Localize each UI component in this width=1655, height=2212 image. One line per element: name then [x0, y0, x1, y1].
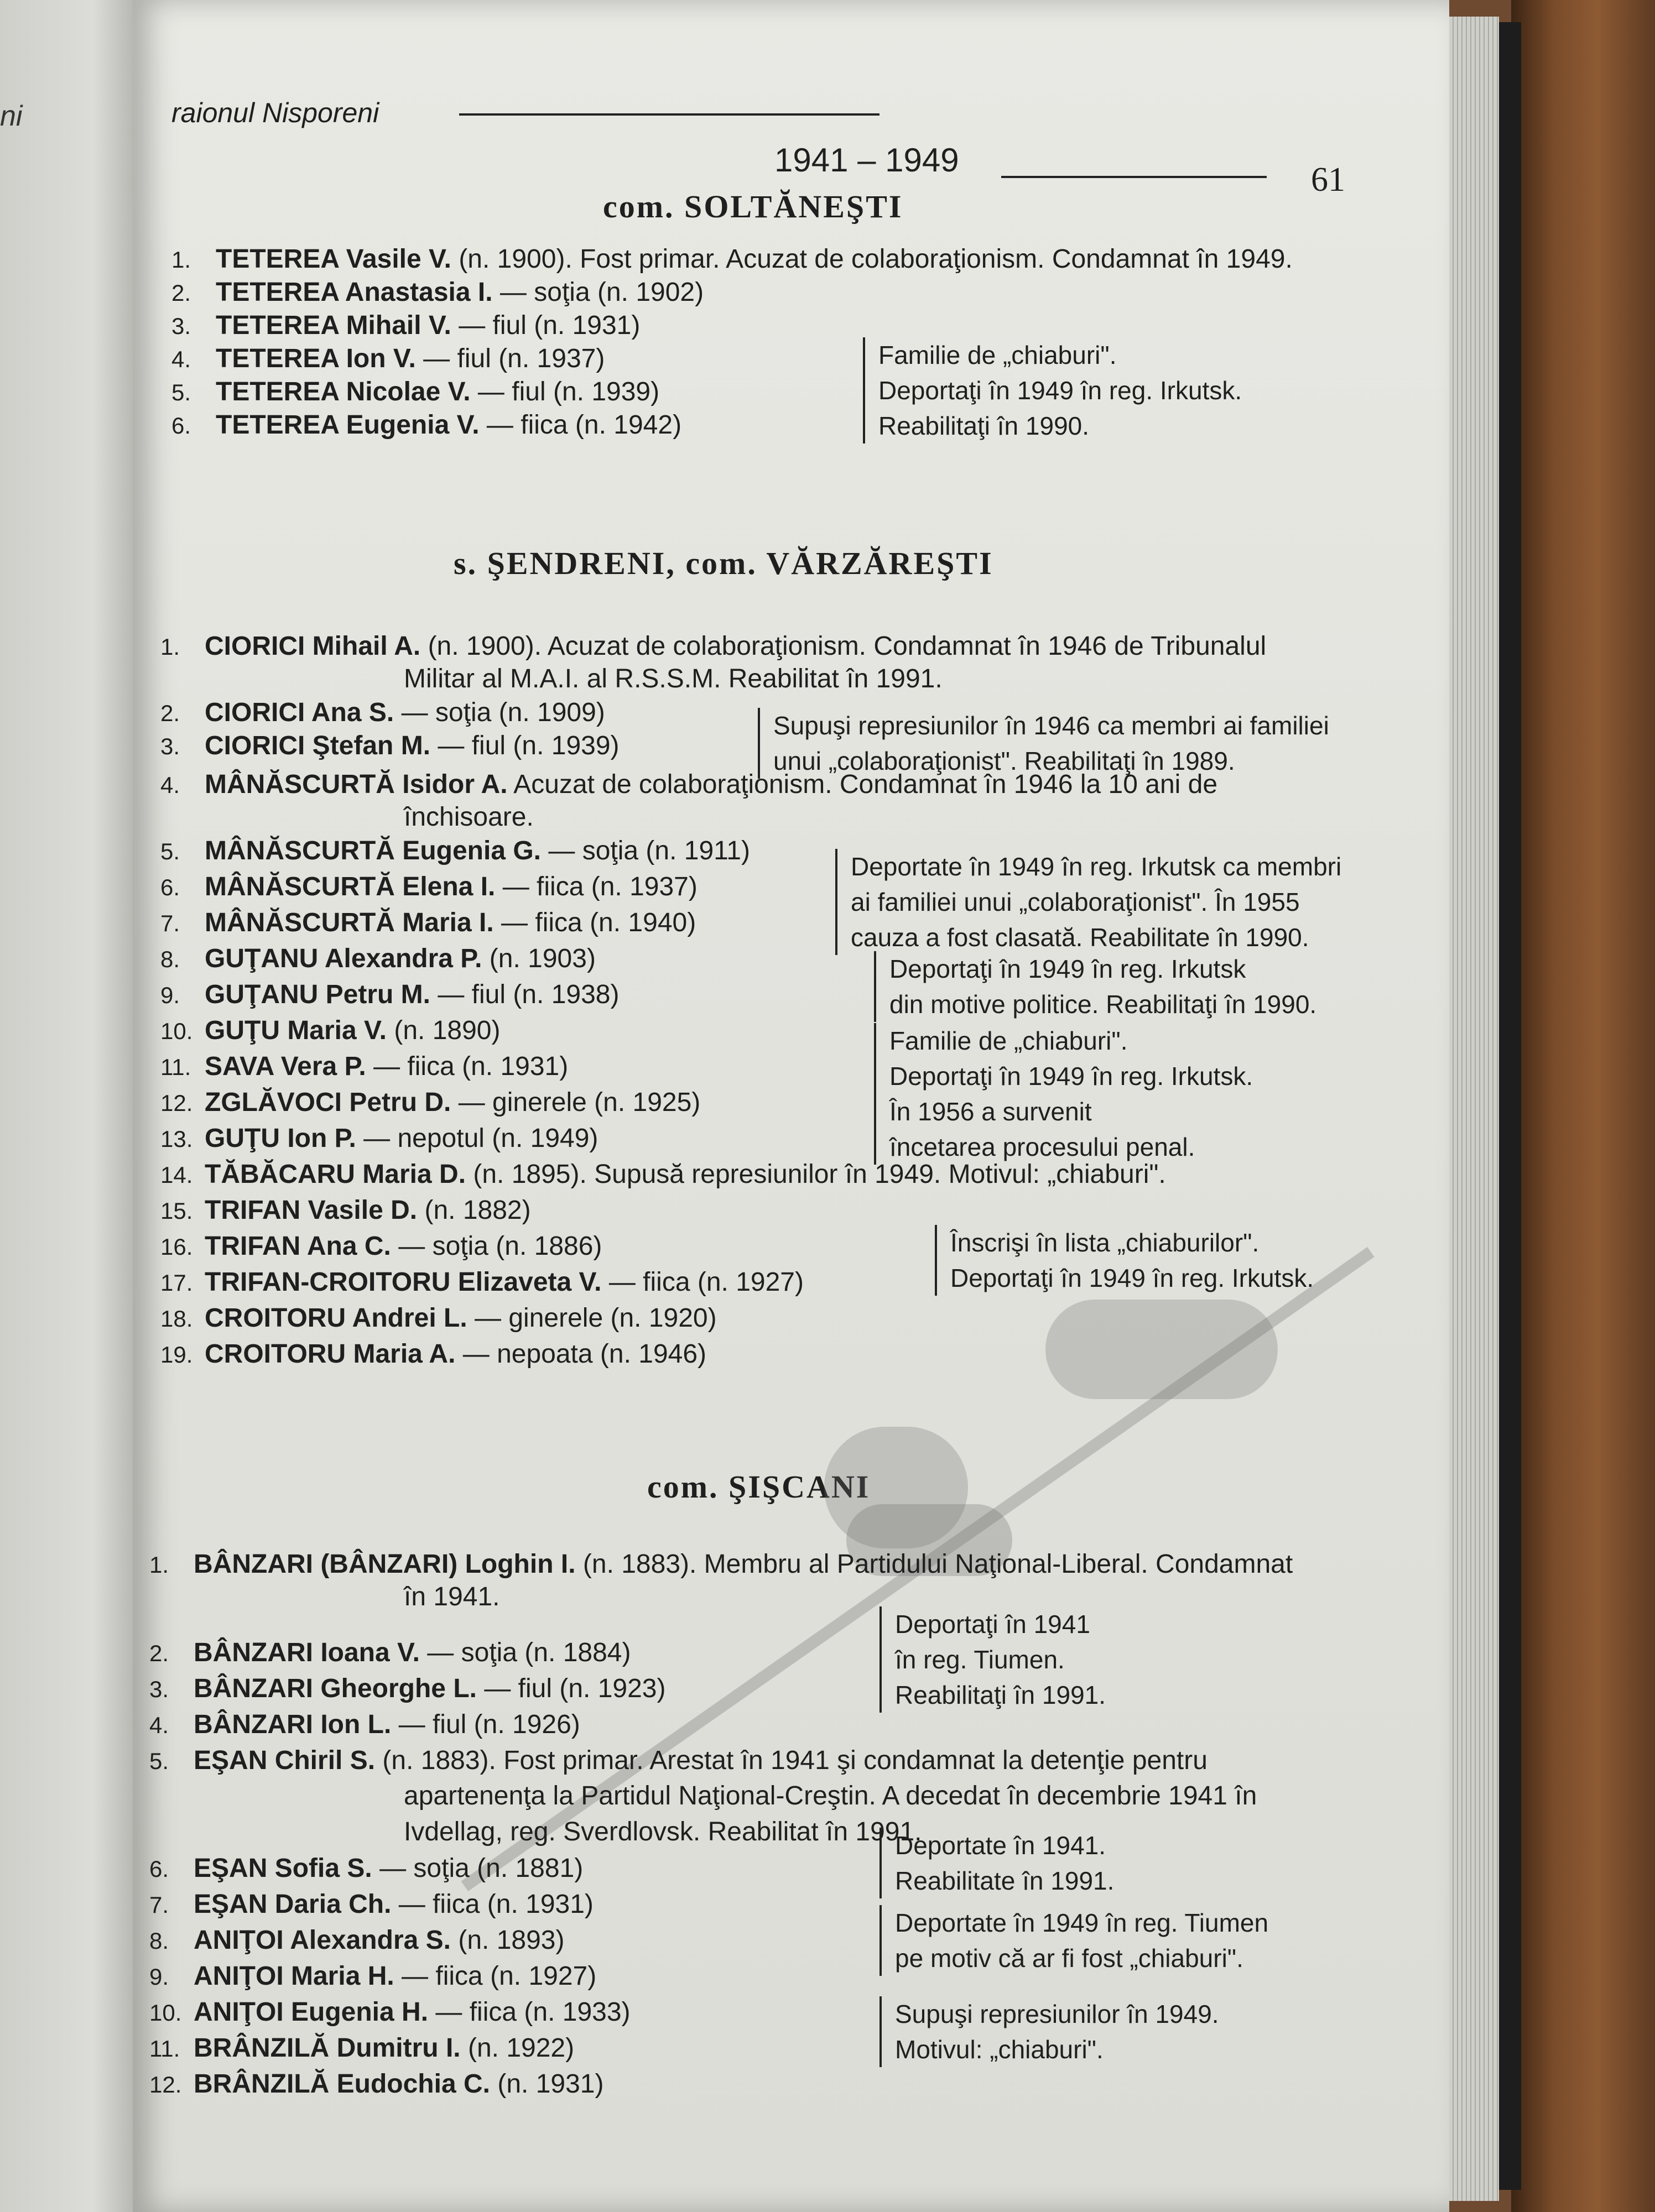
section-title-siscani: com. ŞIŞCANI — [647, 1469, 871, 1505]
person-name: ANIŢOI Maria H. — [194, 1961, 394, 1991]
person-name: MÂNĂSCURTĂ Isidor A. — [205, 770, 508, 799]
entry-row — [171, 276, 704, 309]
entry-row — [149, 1996, 631, 2029]
entry-number: 14. — [160, 1162, 193, 1188]
entry-row — [149, 1637, 631, 1670]
entry-row — [149, 1960, 596, 1993]
entry-row — [160, 871, 698, 904]
note-line: Familie de „chiaburi". — [889, 1026, 1128, 1055]
entry-details: (n. 1882) — [417, 1196, 531, 1225]
entry-number: 12. — [149, 2072, 182, 2098]
person-name: ZGLĂVOCI Petru D. — [205, 1088, 451, 1117]
bracket-note — [874, 951, 1316, 1022]
person-name: ANIŢOI Alexandra S. — [194, 1926, 451, 1955]
wire-knot-1 — [1045, 1300, 1278, 1399]
entry-row — [160, 1015, 500, 1047]
entry-number: 1. — [149, 1552, 169, 1578]
entry-number: 7. — [149, 1892, 169, 1918]
entry-details: — fiul (n. 1939) — [470, 377, 660, 406]
entry-number: 12. — [160, 1090, 193, 1116]
entry-row — [149, 1673, 665, 1705]
entry-row — [149, 2032, 574, 2065]
note-line: Deportate în 1941. — [895, 1831, 1106, 1860]
entry-row — [160, 730, 620, 763]
person-name: CIORICI Ştefan M. — [205, 731, 431, 760]
note-line: Deportaţi în 1949 în reg. Irkutsk. — [878, 376, 1242, 405]
bracket-note — [879, 1828, 1114, 1898]
entry-number: 10. — [149, 2000, 182, 2026]
bracket-note — [758, 708, 1329, 779]
entry-details: (n. 1922) — [460, 2033, 575, 2063]
entry-continuation: în 1941. — [404, 1582, 500, 1611]
person-name: MÂNĂSCURTĂ Elena I. — [205, 872, 496, 901]
entry-details: — fiul (n. 1923) — [477, 1674, 666, 1703]
entry-number: 4. — [149, 1712, 169, 1738]
person-name: MÂNĂSCURTĂ Maria I. — [205, 908, 494, 937]
entry-row — [160, 1123, 598, 1155]
entry-number: 18. — [160, 1306, 193, 1332]
entry-row — [149, 2068, 603, 2101]
entry-number: 13. — [160, 1126, 193, 1152]
person-name: TETEREA Nicolae V. — [216, 377, 471, 406]
entry-details: (n. 1900). Fost primar. Acuzat de colaboraţionism. Condamnat în 1949. — [451, 244, 1293, 274]
person-name: CROITORU Andrei L. — [205, 1303, 467, 1333]
section-title-soltanesti: com. SOLTĂNEŞTI — [603, 189, 903, 225]
running-head-region: raionul Nisporeni — [171, 97, 379, 128]
person-name: TRIFAN Ana C. — [205, 1232, 391, 1261]
person-name: TETEREA Eugenia V. — [216, 410, 480, 440]
left-page-text-fragment: ni — [0, 100, 23, 132]
bracket-note — [879, 1905, 1268, 1976]
note-line: Supuşi represiunilor în 1946 ca membri ai familiei — [773, 711, 1329, 740]
entry-details: (n. 1903) — [482, 944, 596, 973]
header-rule-left — [459, 113, 879, 116]
page-stack-edge — [1449, 17, 1499, 2201]
entry-row — [171, 409, 681, 442]
entry-details: — fiul (n. 1938) — [430, 980, 620, 1009]
entry-row — [160, 835, 750, 868]
person-name: EŞAN Daria Ch. — [194, 1890, 392, 1919]
entry-number: 5. — [160, 838, 180, 864]
bracket-note — [879, 1606, 1106, 1713]
person-name: TETEREA Anastasia I. — [216, 278, 493, 307]
entry-row — [160, 907, 696, 940]
bracket-note — [879, 1996, 1219, 2067]
entry-row — [160, 630, 1266, 663]
running-head-years: 1941 – 1949 — [774, 142, 959, 179]
entry-details: — nepotul (n. 1949) — [356, 1124, 598, 1153]
bracket-note — [863, 337, 1242, 444]
note-line: pe motiv că ar fi fost „chiaburi". — [895, 1944, 1243, 1973]
person-name: GUŢANU Alexandra P. — [205, 944, 482, 973]
entry-details: — nepoata (n. 1946) — [455, 1339, 707, 1369]
note-line: în reg. Tiumen. — [895, 1645, 1065, 1674]
person-name: TETEREA Mihail V. — [216, 311, 451, 340]
entry-number: 5. — [149, 1748, 169, 1774]
section-title-sendreni: s. ŞENDRENI, com. VĂRZĂREŞTI — [454, 545, 993, 581]
note-line: cauza a fost clasată. Reabilitate în 1990. — [851, 923, 1309, 952]
entry-number: 4. — [171, 346, 191, 372]
entry-details: — soţia (n. 1902) — [492, 278, 704, 307]
note-line: Motivul: „chiaburi". — [895, 2035, 1104, 2064]
person-name: EŞAN Chiril S. — [194, 1746, 376, 1775]
entry-details: (n. 1883). Fost primar. Arestat în 1941 şi condamnat la detenţie pentru — [375, 1746, 1208, 1775]
person-name: ANIŢOI Eugenia H. — [194, 1997, 429, 2027]
entry-row — [171, 310, 640, 342]
person-name: BÂNZARI Ion L. — [194, 1710, 392, 1739]
person-name: BÂNZARI (BÂNZARI) Loghin I. — [194, 1550, 576, 1579]
note-line: Deportaţi în 1949 în reg. Irkutsk. — [950, 1264, 1314, 1292]
person-name: TRIFAN Vasile D. — [205, 1196, 418, 1225]
entry-row — [160, 979, 619, 1011]
entry-details: — fiica (n. 1942) — [479, 410, 682, 440]
entry-details: (n. 1883). Membru al Partidului Naţional-Liberal. Condamnat — [575, 1550, 1293, 1579]
note-line: Deportate în 1949 în reg. Irkutsk ca membri — [851, 852, 1342, 881]
person-name: BÂNZARI Ioana V. — [194, 1638, 420, 1667]
entry-details: — ginerele (n. 1925) — [451, 1088, 701, 1117]
person-name: TETEREA Ion V. — [216, 344, 416, 373]
note-line: Deportaţi în 1949 în reg. Irkutsk. — [889, 1062, 1253, 1091]
note-line: Reabilitaţi în 1990. — [878, 411, 1090, 440]
entry-number: 2. — [149, 1640, 169, 1666]
entry-row — [160, 697, 605, 729]
entry-row — [160, 1338, 706, 1371]
entry-row — [171, 343, 605, 375]
person-name: GUŢU Ion P. — [205, 1124, 356, 1153]
entry-continuation: închisoare. — [404, 802, 534, 832]
entry-details: — soţia (n. 1886) — [391, 1232, 602, 1261]
entry-number: 6. — [160, 874, 180, 900]
note-line: Reabilitaţi în 1991. — [895, 1681, 1106, 1709]
entry-number: 3. — [171, 313, 191, 339]
entry-row — [149, 1709, 580, 1741]
entry-details: — fiul (n. 1931) — [451, 311, 641, 340]
entry-details: (n. 1931) — [490, 2069, 604, 2099]
entry-row — [160, 1230, 602, 1263]
person-name: BRÂNZILĂ Eudochia C. — [194, 2069, 490, 2099]
entry-number: 2. — [171, 280, 191, 306]
person-name: BÂNZARI Gheorghe L. — [194, 1674, 477, 1703]
book-cover-edge — [1499, 22, 1521, 2190]
entry-number: 11. — [160, 1054, 191, 1080]
note-line: Familie de „chiaburi". — [878, 341, 1117, 369]
bracket-note — [874, 1023, 1253, 1165]
wooden-table — [1511, 0, 1655, 2212]
person-name: GUŢU Maria V. — [205, 1016, 387, 1045]
entry-row — [160, 943, 596, 975]
note-line: ai familiei unui „colaboraţionist". În 1955 — [851, 888, 1300, 916]
entry-number: 8. — [160, 946, 180, 972]
note-line: încetarea procesului penal. — [889, 1133, 1195, 1161]
entry-row — [149, 1888, 594, 1921]
entry-continuation: Ivdellag, reg. Sverdlovsk. Reabilitat în 1991. — [404, 1817, 922, 1846]
entry-details: Acuzat de colaboraţionism. Condamnat în 1946 la 10 ani de — [507, 770, 1218, 799]
entry-details: — fiul (n. 1926) — [391, 1710, 580, 1739]
entry-details: (n. 1893) — [451, 1926, 565, 1955]
person-name: CIORICI Mihail A. — [205, 632, 421, 661]
entry-number: 8. — [149, 1928, 169, 1954]
entry-row — [160, 1302, 717, 1335]
person-name: CIORICI Ana S. — [205, 698, 394, 727]
note-line: Supuşi represiunilor în 1949. — [895, 2000, 1219, 2028]
entry-number: 3. — [149, 1676, 169, 1702]
entry-details: — soţia (n. 1911) — [541, 836, 750, 865]
entry-number: 1. — [160, 634, 180, 660]
entry-row — [171, 243, 1293, 276]
entry-number: 6. — [149, 1856, 169, 1882]
entry-number: 4. — [160, 772, 180, 798]
entry-number: 17. — [160, 1270, 193, 1296]
entry-details: (n. 1895). Supusă represiunilor în 1949. Motivul: „chiaburi". — [466, 1160, 1166, 1189]
person-name: BRÂNZILĂ Dumitru I. — [194, 2033, 461, 2063]
entry-number: 6. — [171, 413, 191, 439]
entry-number: 3. — [160, 733, 180, 759]
entry-details: — fiica (n. 1940) — [493, 908, 696, 937]
entry-details: (n. 1900). Acuzat de colaboraţionism. Condamnat în 1946 de Tribunalul — [420, 632, 1267, 661]
entry-number: 7. — [160, 910, 180, 936]
entry-row — [149, 1924, 564, 1957]
person-name: CROITORU Maria A. — [205, 1339, 456, 1369]
person-name: TRIFAN-CROITORU Elizaveta V. — [205, 1267, 602, 1297]
entry-number: 9. — [149, 1964, 169, 1990]
entry-number: 11. — [149, 2036, 180, 2062]
entry-row — [171, 376, 659, 409]
entry-row — [160, 1051, 568, 1083]
person-name: TETEREA Vasile V. — [216, 244, 451, 274]
entry-row — [160, 1087, 700, 1119]
entry-details: — soţia (n. 1881) — [372, 1854, 584, 1883]
entry-details: — fiul (n. 1937) — [415, 344, 605, 373]
entry-details: — soţia (n. 1909) — [394, 698, 605, 727]
entry-details: (n. 1890) — [387, 1016, 501, 1045]
note-line: În 1956 a survenit — [889, 1097, 1092, 1126]
entry-row — [149, 1853, 583, 1885]
entry-number: 15. — [160, 1198, 193, 1224]
entry-number: 2. — [160, 700, 180, 726]
entry-details: — ginerele (n. 1920) — [467, 1303, 717, 1333]
person-name: EŞAN Sofia S. — [194, 1854, 372, 1883]
entry-number: 9. — [160, 982, 180, 1008]
bracket-note — [835, 849, 1341, 955]
entry-number: 16. — [160, 1234, 193, 1260]
entry-number: 5. — [171, 379, 191, 405]
entry-details: — fiica (n. 1931) — [391, 1890, 594, 1919]
entry-details: — fiica (n. 1933) — [428, 1997, 631, 2027]
person-name: MÂNĂSCURTĂ Eugenia G. — [205, 836, 542, 865]
bracket-note — [935, 1225, 1314, 1296]
entry-number: 19. — [160, 1342, 193, 1368]
entry-continuation: Militar al M.A.I. al R.S.S.M. Reabilitat în 1991. — [404, 664, 943, 693]
page-number: 61 — [1311, 161, 1345, 199]
entry-details: — fiica (n. 1937) — [495, 872, 698, 901]
left-page-edge — [0, 0, 133, 2212]
entry-number: 1. — [171, 247, 191, 273]
note-line: Deportaţi în 1941 — [895, 1610, 1090, 1639]
person-name: TĂBĂCARU Maria D. — [205, 1160, 466, 1189]
person-name: SAVA Vera P. — [205, 1052, 366, 1081]
book-page — [133, 0, 1449, 2212]
note-line: din motive politice. Reabilitaţi în 1990. — [889, 990, 1317, 1019]
entry-row — [149, 1548, 1293, 1581]
entry-continuation: apartenenţa la Partidul Naţional-Creştin. A decedat în decembrie 1941 în — [404, 1781, 1257, 1811]
entry-details: — fiul (n. 1939) — [430, 731, 620, 760]
header-rule-right — [1001, 176, 1267, 178]
note-line: Înscrişi în lista „chiaburilor". — [950, 1228, 1260, 1257]
entry-details: — fiica (n. 1927) — [601, 1267, 804, 1297]
entry-number: 10. — [160, 1018, 193, 1044]
person-name: GUŢANU Petru M. — [205, 980, 430, 1009]
note-line: unui „colaboraţionist". Reabilitaţi în 1989. — [773, 747, 1235, 775]
note-line: Reabilitate în 1991. — [895, 1866, 1115, 1895]
entry-row — [160, 1266, 804, 1299]
entry-details: — soţia (n. 1884) — [419, 1638, 631, 1667]
entry-details: — fiica (n. 1927) — [394, 1961, 597, 1991]
entry-details: — fiica (n. 1931) — [366, 1052, 569, 1081]
note-line: Deportate în 1949 în reg. Tiumen — [895, 1908, 1269, 1937]
note-line: Deportaţi în 1949 în reg. Irkutsk — [889, 954, 1246, 983]
entry-row — [149, 1745, 1208, 1777]
entry-row — [160, 1194, 531, 1227]
